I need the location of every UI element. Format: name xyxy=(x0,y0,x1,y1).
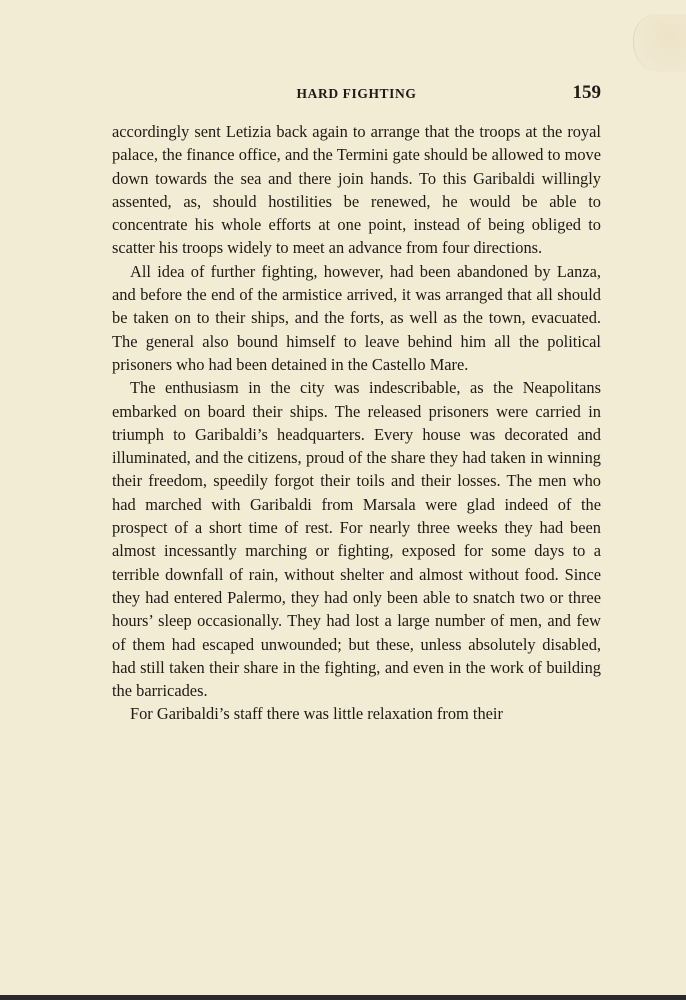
running-title: HARD FIGHTING xyxy=(296,86,417,101)
paragraph-3: The enthusiasm in the city was indescribable, as the Neapolitans embarked on board their ships. The released prisoners were carried in triumph to Garibaldi’s headquarters. Every house was decorated and illuminated, and the citizens, proud of the share they had taken in winning their freedom, speedily forgot their toils and their losses. The men who had marched with Garibaldi from Marsala were glad indeed of the prospect of a short time of rest. For nearly three weeks they had been almost incessantly marching or fighting, exposed for some days to a terrible downfall of rain, without shelter and almost without food. Since they had entered Palermo, they had only been able to snatch two or three hours’ sleep occasionally. They had lost a large number of men, and few of them had escaped unwounded; but these, unless absolutely disabled, had still taken their share in the fighting, and even in the work of building the barricades. xyxy=(112,378,601,701)
page-corner-stain xyxy=(633,14,686,72)
paragraph-4: For Garibaldi’s staff there was little relaxation from their xyxy=(130,704,503,724)
page-bottom-edge xyxy=(0,995,686,1000)
paragraph-1: accordingly sent Letizia back again to arrange that the troops at the royal palace, the finance office, and the Termini gate should be allowed to move down towards the sea and there join hands. To this Garibaldi willingly assented, as, should hostilities be renewed, he would be able to concentrate his whole efforts at one point, instead of being obliged to scatter his troops widely to meet an advance from four directions. xyxy=(112,122,601,258)
body-text xyxy=(112,120,601,726)
paragraph-2: All idea of further fighting, however, had been abandoned by Lanza, and before the end of the armistice arrived, it was arranged that all should be taken on to their ships, and the forts, as well as the town, evacuated. The general also bound himself to leave behind him all the political prisoners who had been detained in the Castello Mare. xyxy=(112,261,601,374)
page-number: 159 xyxy=(572,82,601,103)
page-header xyxy=(112,82,601,108)
